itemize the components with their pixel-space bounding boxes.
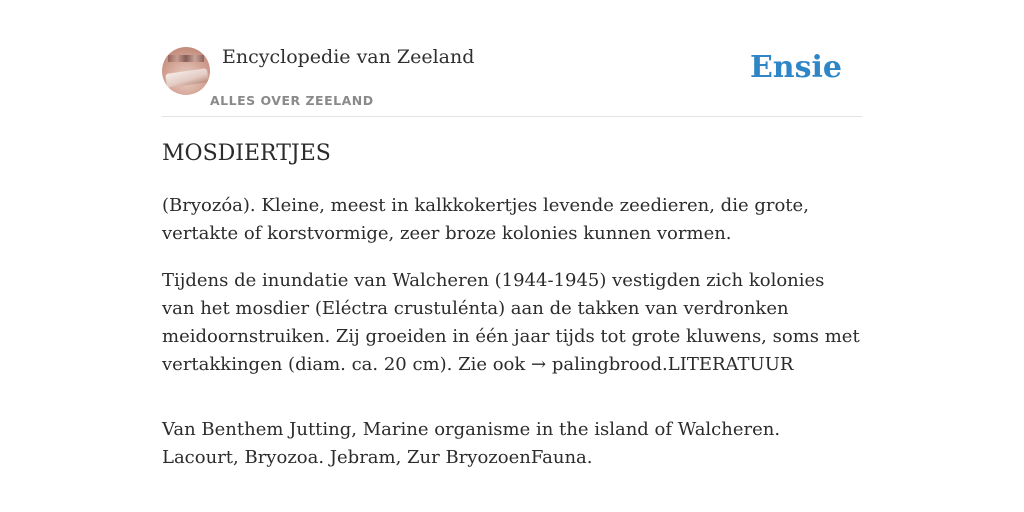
site-name[interactable]: Encyclopedie van Zeeland	[222, 46, 475, 68]
avatar-image-band	[168, 55, 204, 62]
site-header	[162, 44, 862, 117]
site-avatar[interactable]	[162, 47, 210, 95]
literature-heading: .LITERATUUR	[662, 354, 794, 375]
cross-reference-link[interactable]: → palingbrood	[531, 354, 663, 375]
article-literature: Van Benthem Jutting, Marine organisme in the island of Walcheren. Lacourt, Bryozoa. Jebram, Zur BryozoenFauna.	[162, 419, 781, 468]
article-paragraph-details	[162, 267, 862, 379]
brand-logo[interactable]: Ensie	[749, 50, 842, 85]
site-tagline: ALLES OVER ZEELAND	[210, 93, 374, 108]
article-body	[162, 192, 862, 491]
details-text: Tijdens de inundatie van Walcheren (1944-1945) vestigden zich kolonies van het mosdier (Eléctra crustulénta) aan de takken van verdronken meidoornstruiken. Zij groeiden in één jaar tijds tot grote kluwens, soms met vertakkingen (diam. ca. 20 cm). Zie ook	[162, 270, 860, 375]
article-paragraph-definition: (Bryozóa). Kleine, meest in kalkkokertjes levende zeedieren, die grote, vertakte of korstvormige, zeer broze kolonies kunnen vormen.	[162, 195, 809, 244]
article-title: MOSDIERTJES	[162, 141, 331, 166]
avatar-image-paper	[165, 68, 209, 88]
